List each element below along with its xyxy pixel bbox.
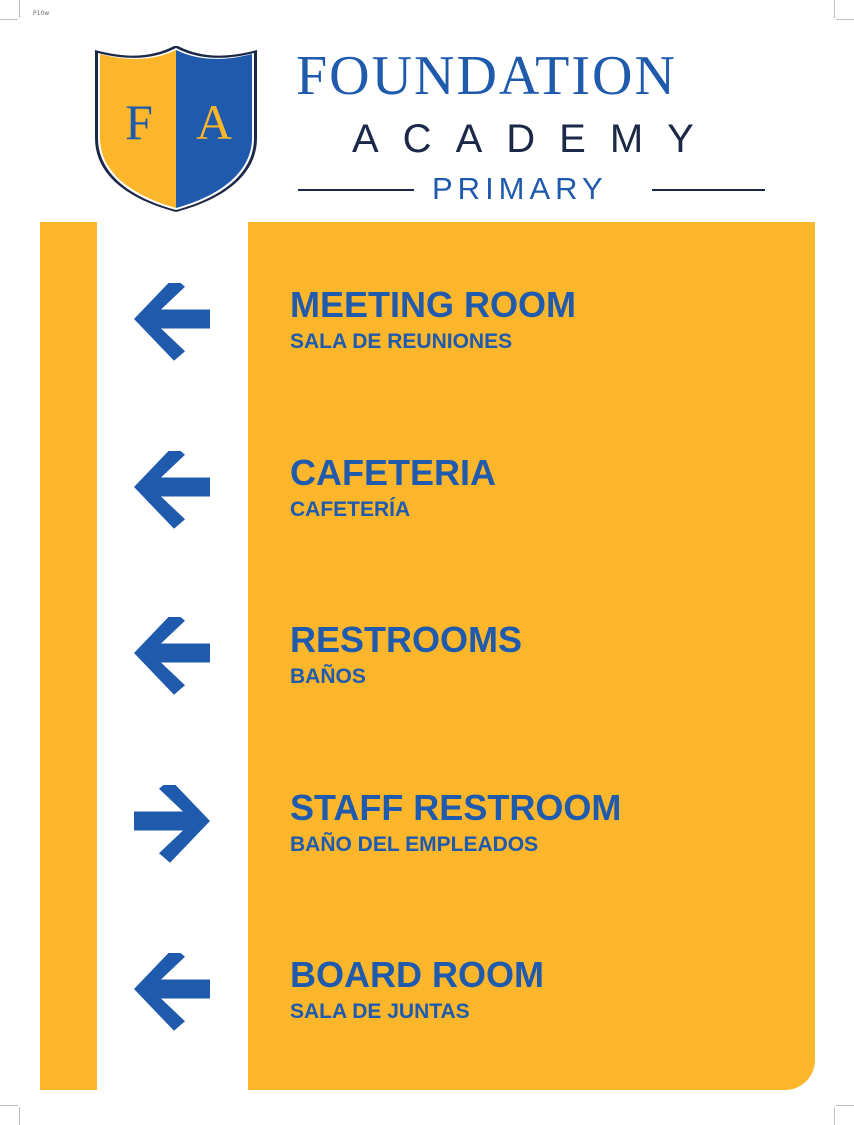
school-level-primary: PRIMARY xyxy=(432,171,608,206)
directory-entry-board-room xyxy=(290,954,810,1023)
arrow-left-icon xyxy=(130,617,214,697)
monogram-f: F xyxy=(125,94,153,150)
divider-left xyxy=(298,189,414,191)
arrow-left-icon xyxy=(130,451,214,531)
entry-sublabel: SALA DE JUNTAS xyxy=(290,1000,470,1023)
entry-label: RESTROOMS xyxy=(290,619,523,660)
directory-entry-meeting-room xyxy=(290,284,810,353)
crop-mark xyxy=(19,1107,20,1125)
entry-sublabel: BAÑOS xyxy=(290,665,366,688)
entry-sublabel: CAFETERÍA xyxy=(290,498,411,521)
directory-entry-cafeteria xyxy=(290,452,810,521)
school-name-academy: ACADEMY xyxy=(352,117,718,161)
entry-label: STAFF RESTROOM xyxy=(290,787,622,828)
directory-entry-staff-restroom xyxy=(290,787,810,856)
academy-shield-logo xyxy=(90,46,262,212)
directory-entry-restrooms xyxy=(290,619,810,688)
arrow-left-icon xyxy=(130,283,214,363)
divider-right xyxy=(652,189,765,191)
monogram-a: A xyxy=(195,94,233,150)
print-slug: P10w xyxy=(33,10,50,17)
arrow-left-icon xyxy=(130,953,214,1033)
crop-mark xyxy=(836,19,854,20)
crop-mark xyxy=(0,19,18,20)
entry-sublabel: SALA DE REUNIONES xyxy=(290,330,513,353)
entry-sublabel: BAÑO DEL EMPLEADOS xyxy=(290,833,539,856)
crop-mark xyxy=(19,0,20,18)
school-name-foundation: FOUNDATION xyxy=(296,45,677,107)
crop-mark xyxy=(0,1105,18,1106)
crop-mark xyxy=(834,0,835,18)
entry-label: MEETING ROOM xyxy=(290,284,576,325)
entry-label: BOARD ROOM xyxy=(290,954,544,995)
accent-stripe xyxy=(40,222,97,1090)
arrow-right-icon xyxy=(130,785,214,865)
crop-mark xyxy=(834,1107,835,1125)
entry-label: CAFETERIA xyxy=(290,452,496,493)
crop-mark xyxy=(836,1105,854,1106)
